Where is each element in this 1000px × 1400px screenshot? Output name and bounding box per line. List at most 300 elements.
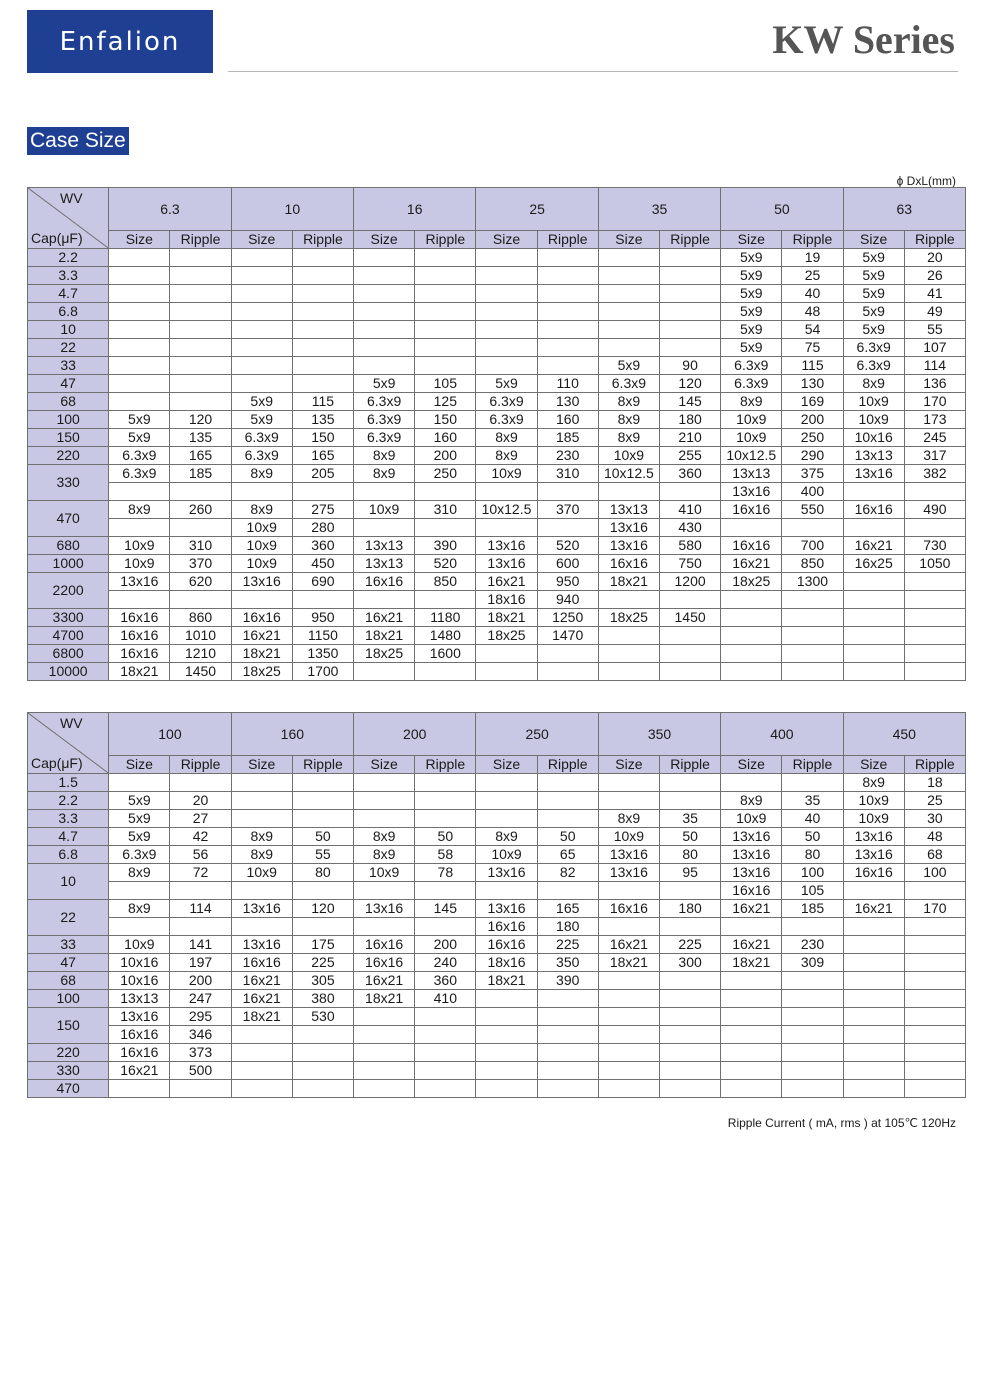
case-size-cell: 16x16 [354,954,415,972]
capacitance-cell: 1.5 [28,774,109,792]
case-size-cell [231,591,292,609]
case-size-cell: 8x9 [721,792,782,810]
capacitance-cell: 33 [28,936,109,954]
ripple-current-cell [782,591,843,609]
ripple-column-header: Ripple [660,756,721,774]
case-size-cell [843,1026,904,1044]
case-size-cell [354,519,415,537]
table-row [28,990,966,1008]
case-size-cell [476,519,537,537]
ripple-column-header: Ripple [782,231,843,249]
ripple-current-cell: 200 [170,972,231,990]
size-column-header: Size [721,231,782,249]
ripple-current-cell: 346 [170,1026,231,1044]
case-size-cell: 16x16 [598,900,659,918]
case-size-cell [721,1008,782,1026]
table-row [28,846,966,864]
case-size-cell [598,774,659,792]
case-size-cell [109,375,170,393]
table-row [28,591,966,609]
ripple-column-header: Ripple [170,231,231,249]
case-size-cell: 16x16 [231,954,292,972]
case-size-cell: 13x16 [598,519,659,537]
ripple-current-cell [659,645,720,663]
case-size-cell [598,1044,659,1062]
ripple-current-cell: 197 [170,954,231,972]
ripple-current-cell: 19 [782,249,843,267]
ripple-current-cell: 200 [415,936,476,954]
case-size-cell: 18x16 [476,954,537,972]
ripple-current-cell [292,1080,353,1098]
ripple-current-cell [537,792,598,810]
brand-logo: Enfalion [27,10,213,73]
ripple-current-cell: 150 [415,411,476,429]
case-size-cell [476,882,537,900]
ripple-current-cell: 160 [415,429,476,447]
ripple-current-cell [415,1026,476,1044]
ripple-current-cell [537,1026,598,1044]
case-size-cell: 18x21 [231,645,292,663]
table-row [28,609,966,627]
ripple-current-cell [292,285,353,303]
case-size-cell: 10x9 [721,429,782,447]
case-size-cell: 6.3x9 [354,411,415,429]
ripple-column-header: Ripple [782,756,843,774]
case-size-cell [843,936,904,954]
case-size-cell: 8x9 [598,429,659,447]
table-row [28,1008,966,1026]
ripple-current-cell [292,303,353,321]
ripple-current-cell: 600 [537,555,598,573]
ripple-current-cell [537,483,598,501]
case-size-cell [354,882,415,900]
ripple-current-cell: 165 [537,900,598,918]
ripple-current-cell: 68 [904,846,965,864]
case-size-cell: 13x16 [476,555,537,573]
ripple-current-cell [415,774,476,792]
ripple-current-cell [415,1080,476,1098]
case-size-table-high-voltage [27,712,966,1098]
ripple-column-header: Ripple [537,231,598,249]
case-size-cell: 8x9 [843,375,904,393]
case-size-cell [843,591,904,609]
capacitance-cell: 10 [28,321,109,339]
table-row [28,792,966,810]
ripple-current-cell: 1600 [415,645,476,663]
ripple-current-cell: 58 [415,846,476,864]
ripple-current-cell: 1200 [659,573,720,591]
ripple-current-cell [537,321,598,339]
ripple-current-cell: 110 [537,375,598,393]
case-size-cell [721,1080,782,1098]
case-size-cell: 13x16 [476,537,537,555]
case-size-cell [598,1026,659,1044]
case-size-cell: 13x16 [476,900,537,918]
case-size-cell [476,483,537,501]
case-size-cell: 13x13 [354,555,415,573]
ripple-current-cell [292,591,353,609]
ripple-column-header: Ripple [292,756,353,774]
table-row [28,954,966,972]
case-size-cell: 8x9 [598,810,659,828]
ripple-current-cell [660,918,721,936]
size-column-header: Size [843,231,904,249]
ripple-current-cell [415,1062,476,1080]
ripple-current-cell [537,774,598,792]
case-size-cell: 16x21 [231,627,292,645]
ripple-current-cell: 225 [537,936,598,954]
case-size-cell [354,321,415,339]
case-size-cell: 10x9 [109,537,170,555]
ripple-current-cell: 141 [170,936,231,954]
ripple-current-cell [170,393,231,411]
ripple-current-cell [537,1062,598,1080]
case-size-cell: 8x9 [354,846,415,864]
case-size-cell [354,774,415,792]
case-size-cell: 13x16 [231,936,292,954]
ripple-current-cell: 40 [782,810,843,828]
case-size-cell [354,303,415,321]
ripple-current-cell [660,972,721,990]
table-row [28,810,966,828]
case-size-cell [354,339,415,357]
ripple-current-cell: 850 [782,555,843,573]
table-row [28,645,966,663]
ripple-current-cell: 370 [170,555,231,573]
capacitance-cell: 6.8 [28,303,109,321]
ripple-current-cell [415,918,476,936]
ripple-current-cell [904,1062,965,1080]
ripple-current-cell: 250 [782,429,843,447]
case-size-cell: 16x21 [843,537,904,555]
ripple-column-header: Ripple [659,231,720,249]
case-size-cell: 5x9 [843,285,904,303]
ripple-current-cell: 550 [782,501,843,519]
case-size-cell [231,285,292,303]
ripple-current-cell: 185 [537,429,598,447]
case-size-cell [598,303,659,321]
ripple-current-cell [782,918,843,936]
case-size-cell: 10x12.5 [476,501,537,519]
ripple-current-cell: 360 [659,465,720,483]
case-size-cell: 10x9 [843,393,904,411]
case-size-cell: 16x21 [354,609,415,627]
ripple-current-cell: 50 [782,828,843,846]
case-size-cell: 5x9 [721,267,782,285]
case-size-cell [354,249,415,267]
ripple-current-cell: 50 [660,828,721,846]
ripple-current-cell: 1180 [415,609,476,627]
ripple-current-cell: 380 [292,990,353,1008]
capacitance-cell: 330 [28,1062,109,1080]
ripple-current-cell: 410 [415,990,476,1008]
ripple-current-cell [170,249,231,267]
case-size-cell [721,918,782,936]
case-size-cell: 13x16 [109,1008,170,1026]
case-size-cell: 6.3x9 [476,411,537,429]
ripple-current-cell: 1450 [170,663,231,681]
case-size-cell [231,267,292,285]
ripple-column-header: Ripple [415,231,476,249]
ripple-current-cell: 185 [782,900,843,918]
ripple-current-cell [415,591,476,609]
ripple-current-cell: 114 [170,900,231,918]
ripple-current-cell: 107 [904,339,965,357]
ripple-current-cell [292,918,353,936]
table-row [28,573,966,591]
case-size-cell [598,792,659,810]
ripple-current-cell [782,645,843,663]
ripple-current-cell: 430 [659,519,720,537]
case-size-cell: 13x16 [598,537,659,555]
case-size-cell [598,627,659,645]
case-size-cell [843,990,904,1008]
ripple-current-cell: 48 [904,828,965,846]
case-size-cell: 6.3x9 [354,393,415,411]
case-size-cell [843,663,904,681]
ripple-current-cell [904,1026,965,1044]
ripple-current-cell [659,267,720,285]
case-size-cell: 16x16 [843,864,904,882]
ripple-current-cell: 18 [904,774,965,792]
case-size-cell [598,990,659,1008]
ripple-current-cell [170,267,231,285]
ripple-current-cell [292,267,353,285]
ripple-current-cell [292,483,353,501]
case-size-cell [598,483,659,501]
case-size-cell [354,483,415,501]
case-size-cell: 6.3x9 [598,375,659,393]
ripple-current-cell: 245 [904,429,965,447]
case-size-cell: 5x9 [721,303,782,321]
case-size-cell: 18x21 [354,990,415,1008]
case-size-cell [843,918,904,936]
case-size-cell [354,918,415,936]
ripple-current-cell: 30 [904,810,965,828]
table-row [28,555,966,573]
case-size-cell: 13x16 [598,864,659,882]
capacitance-cell: 4.7 [28,285,109,303]
case-size-cell [476,357,537,375]
size-column-header: Size [109,756,170,774]
case-size-cell [109,321,170,339]
case-size-cell: 13x16 [354,900,415,918]
table-row [28,501,966,519]
ripple-current-cell [415,519,476,537]
capacitance-cell: 2.2 [28,249,109,267]
case-size-cell [843,1008,904,1026]
ripple-current-cell [660,1080,721,1098]
case-size-cell [598,249,659,267]
ripple-current-cell [415,357,476,375]
case-size-cell: 16x16 [721,501,782,519]
ripple-current-cell [904,1080,965,1098]
case-size-cell: 8x9 [109,501,170,519]
ripple-current-cell: 1700 [292,663,353,681]
case-size-table-low-voltage [27,187,966,681]
case-size-cell: 16x16 [354,573,415,591]
voltage-header: 50 [721,188,843,231]
case-size-cell: 16x16 [721,537,782,555]
ripple-current-cell: 370 [537,501,598,519]
voltage-header: 450 [843,713,965,756]
case-size-cell [721,519,782,537]
ripple-current-cell [415,810,476,828]
ripple-current-cell: 225 [660,936,721,954]
header-row-size-ripple [28,231,966,249]
voltage-header: 10 [231,188,353,231]
case-size-cell: 16x16 [109,645,170,663]
ripple-current-cell: 82 [537,864,598,882]
ripple-current-cell [904,609,965,627]
ripple-current-cell [415,321,476,339]
case-size-cell [598,1080,659,1098]
table-row [28,357,966,375]
case-size-cell: 13x16 [843,465,904,483]
table-row [28,339,966,357]
case-size-cell: 13x16 [231,573,292,591]
ripple-current-cell [415,882,476,900]
case-size-cell: 6.3x9 [843,357,904,375]
size-column-header: Size [231,231,292,249]
case-size-cell: 8x9 [721,393,782,411]
case-size-cell: 16x21 [231,990,292,1008]
case-size-cell: 13x13 [721,465,782,483]
size-column-header: Size [109,231,170,249]
case-size-cell: 6.3x9 [109,447,170,465]
table-row [28,303,966,321]
case-size-cell: 5x9 [109,429,170,447]
size-column-header: Size [598,231,659,249]
capacitance-cell: 33 [28,357,109,375]
table-row [28,627,966,645]
case-size-cell: 6.3x9 [721,375,782,393]
ripple-current-cell: 520 [537,537,598,555]
case-size-cell: 5x9 [109,810,170,828]
ripple-current-cell [415,285,476,303]
ripple-current-cell: 25 [782,267,843,285]
ripple-current-cell [659,591,720,609]
ripple-current-cell: 290 [782,447,843,465]
case-size-cell: 13x13 [843,447,904,465]
ripple-current-cell: 310 [170,537,231,555]
table-row [28,249,966,267]
ripple-current-cell [660,774,721,792]
ripple-current-cell [904,954,965,972]
case-size-cell: 8x9 [476,828,537,846]
case-size-cell: 10x9 [476,846,537,864]
case-size-cell: 8x9 [843,774,904,792]
ripple-current-cell [659,483,720,501]
case-size-cell [721,1044,782,1062]
series-title: KW Series [772,17,955,62]
ripple-current-cell [659,321,720,339]
header-row-voltage [28,713,966,756]
ripple-current-cell: 410 [659,501,720,519]
case-size-cell [354,1080,415,1098]
case-size-cell [109,1080,170,1098]
ripple-current-cell: 100 [782,864,843,882]
ripple-current-cell [659,249,720,267]
case-size-cell [109,519,170,537]
ripple-current-cell [782,663,843,681]
case-size-cell: 6.3x9 [231,447,292,465]
ripple-current-cell: 1050 [904,555,965,573]
capacitance-cell: 68 [28,393,109,411]
ripple-current-cell: 48 [782,303,843,321]
ripple-current-cell: 1300 [782,573,843,591]
ripple-current-cell: 105 [415,375,476,393]
ripple-current-cell [415,663,476,681]
table-row [28,429,966,447]
case-size-cell: 5x9 [721,285,782,303]
ripple-current-cell [904,483,965,501]
ripple-current-cell [537,882,598,900]
ripple-current-cell: 360 [415,972,476,990]
case-size-cell [354,792,415,810]
table-row [28,375,966,393]
case-size-cell [109,882,170,900]
ripple-current-cell [782,1080,843,1098]
ripple-current-cell: 145 [659,393,720,411]
case-size-cell: 13x16 [598,846,659,864]
table-row [28,1026,966,1044]
case-size-cell [231,375,292,393]
ripple-current-cell: 72 [170,864,231,882]
case-size-cell: 16x21 [598,936,659,954]
table-row [28,864,966,882]
ripple-current-cell: 120 [170,411,231,429]
ripple-current-cell: 55 [292,846,353,864]
table-row [28,972,966,990]
case-size-cell: 10x9 [231,555,292,573]
ripple-current-cell [292,339,353,357]
ripple-current-cell [537,663,598,681]
ripple-current-cell: 54 [782,321,843,339]
ripple-current-cell: 500 [170,1062,231,1080]
ripple-current-cell [537,519,598,537]
ripple-current-cell: 27 [170,810,231,828]
ripple-current-cell [170,774,231,792]
ripple-current-cell [660,1062,721,1080]
ripple-current-cell [170,285,231,303]
section-title: Case Size [27,127,129,155]
ripple-current-cell [660,1008,721,1026]
case-size-cell: 18x21 [598,954,659,972]
ripple-current-cell: 65 [537,846,598,864]
ripple-current-cell: 95 [660,864,721,882]
case-size-cell [231,810,292,828]
ripple-current-cell [782,519,843,537]
ripple-current-cell [415,339,476,357]
ripple-current-cell [415,267,476,285]
case-size-cell [109,303,170,321]
capacitance-cell: 150 [28,1008,109,1044]
case-size-cell [109,483,170,501]
case-size-cell: 16x16 [109,1026,170,1044]
ripple-current-cell: 240 [415,954,476,972]
case-size-cell [721,627,782,645]
ripple-current-cell: 136 [904,375,965,393]
case-size-cell: 13x13 [109,990,170,1008]
ripple-current-cell [537,285,598,303]
case-size-cell: 10x9 [843,411,904,429]
table-row [28,882,966,900]
ripple-current-cell [904,591,965,609]
table-row [28,774,966,792]
case-size-cell [598,1008,659,1026]
capacitance-cell: 3.3 [28,810,109,828]
